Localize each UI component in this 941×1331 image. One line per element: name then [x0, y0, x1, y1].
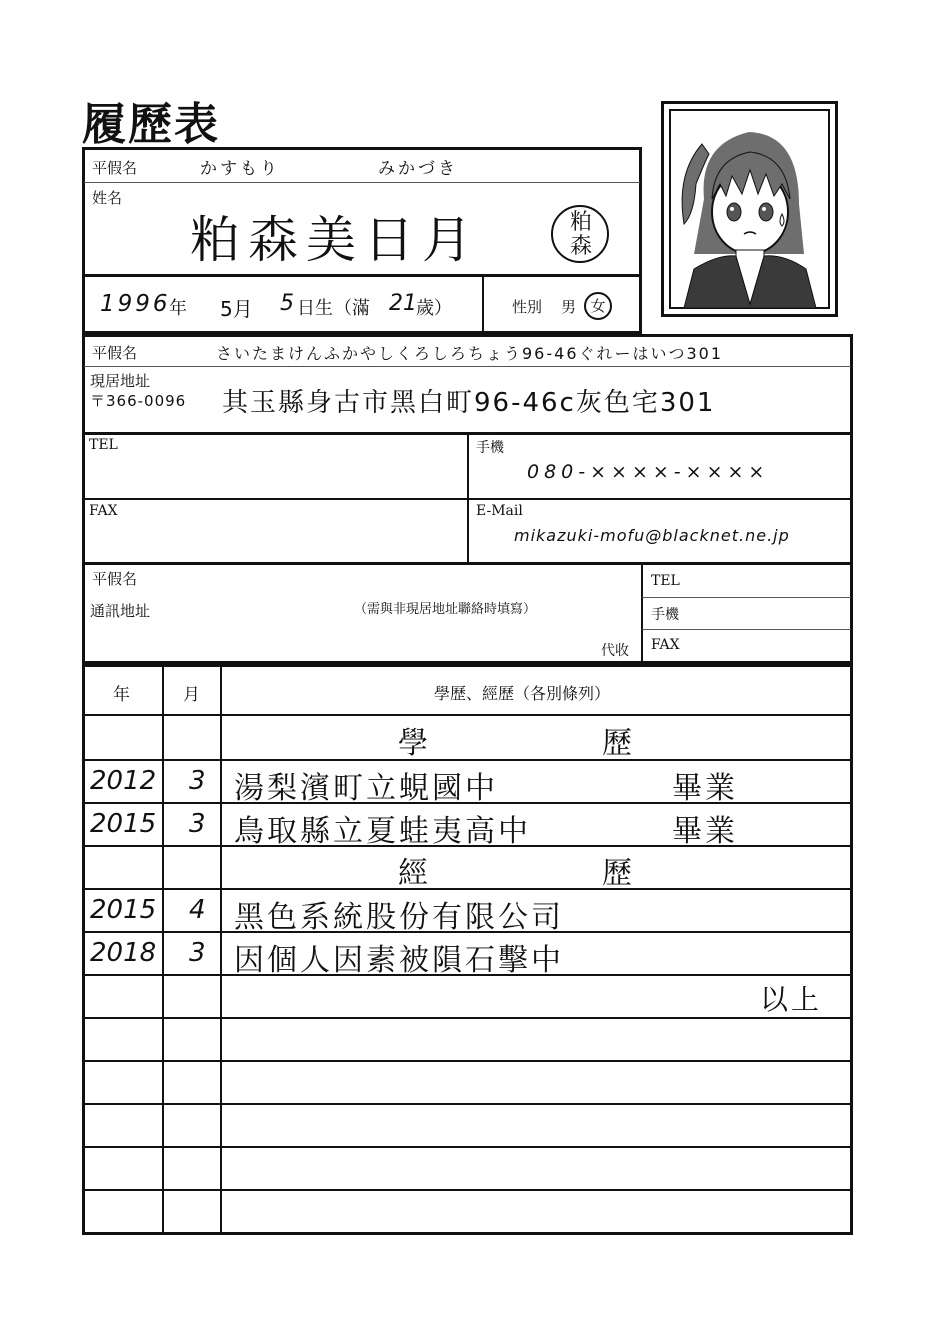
- history-row-month: 3: [189, 938, 206, 968]
- history-row-line: [84, 1103, 851, 1105]
- portrait-illustration: [664, 104, 835, 314]
- name-value: 粕森美日月: [190, 211, 480, 269]
- history-row-status: 畢業: [672, 814, 738, 849]
- history-row-line: [84, 1146, 851, 1148]
- birth-age: 21: [389, 291, 417, 316]
- history-row-year: 2018: [90, 938, 157, 968]
- birth-year: 1996: [100, 291, 171, 317]
- fax-label: FAX: [89, 503, 118, 519]
- contact-divider-horizontal: [84, 498, 851, 500]
- name-furigana-divider: [84, 182, 640, 183]
- mail-right-divider-2: [642, 629, 851, 630]
- history-row-year: 2012: [90, 766, 157, 796]
- birth-day: 5: [280, 291, 294, 316]
- address-furigana-divider: [84, 366, 851, 367]
- name-furigana-label: 平假名: [92, 159, 138, 177]
- tel-label: TEL: [89, 437, 118, 453]
- gender-label: 性別: [512, 298, 543, 316]
- gender-male: 男: [561, 298, 577, 316]
- birth-age-close: 歲）: [416, 298, 452, 319]
- mobile-value: 080-××××-××××: [527, 461, 770, 483]
- birth-month: 5月: [220, 297, 253, 321]
- history-header-divider: [84, 714, 851, 716]
- mail-furigana-label: 平假名: [92, 570, 138, 588]
- birth-age-open: （滿: [334, 298, 370, 319]
- name-furigana-surname: かすもり: [200, 159, 280, 179]
- history-row-line: [84, 1189, 851, 1191]
- history-row-year: 2015: [90, 895, 157, 925]
- mail-mobile-label: 手機: [651, 607, 679, 623]
- address-label: 現居地址: [90, 372, 151, 390]
- mail-address-label: 通訊地址: [90, 602, 151, 620]
- seal-stamp: [551, 205, 609, 263]
- mail-right-divider-1: [642, 597, 851, 598]
- email-label: E-Mail: [476, 503, 523, 519]
- mail-address-note: （需與非現居地址聯絡時填寫）: [354, 602, 537, 617]
- birth-gender-divider: [482, 276, 484, 332]
- mail-tel-label: TEL: [651, 573, 680, 589]
- history-col-desc: 學歷、經歷（各別條列）: [434, 684, 611, 703]
- history-section-career: 經 歷: [398, 856, 636, 891]
- history-row-status: 畢業: [672, 771, 738, 806]
- gender-female-circled: [584, 292, 612, 320]
- name-label: 姓名: [92, 189, 123, 207]
- history-row-month: 3: [189, 809, 206, 839]
- seal-text: 粕森: [569, 210, 592, 259]
- history-row-desc: 鳥取縣立夏蛙夷高中: [234, 814, 531, 849]
- history-row-line: [84, 1060, 851, 1062]
- history-row-year: 2015: [90, 809, 157, 839]
- address-value: 其玉縣身古市黑白町96-46c灰色宅301: [222, 388, 716, 418]
- history-col-year: 年: [113, 685, 130, 705]
- mail-care-of: 代收: [601, 643, 629, 659]
- history-row-month: 4: [189, 895, 206, 925]
- address-furigana-label: 平假名: [92, 344, 138, 362]
- address-furigana-value: さいたまけんふかやしくろしろちょう96-46ぐれーはいつ301: [216, 344, 724, 363]
- history-row-desc: 湯梨濱町立蜆國中: [234, 771, 498, 806]
- birth-year-unit: 年: [169, 298, 187, 319]
- page-title: 履歷表: [82, 99, 220, 150]
- history-end-marker: 以上: [760, 983, 823, 1016]
- mail-fax-label: FAX: [651, 637, 680, 653]
- mail-address-divider: [641, 564, 643, 662]
- history-row-desc: 黑色系統股份有限公司: [234, 900, 564, 935]
- history-section-education: 學 歷: [398, 726, 636, 761]
- history-col-month: 月: [183, 685, 200, 705]
- gender-female: 女: [590, 297, 606, 315]
- history-row-month: 3: [189, 766, 206, 796]
- history-row-line: [84, 1017, 851, 1019]
- mobile-label: 手機: [476, 440, 504, 456]
- address-postal: 〒366-0096: [90, 392, 187, 410]
- photo-frame: [661, 101, 838, 317]
- history-row-desc: 因個人因素被隕石擊中: [234, 943, 564, 978]
- name-furigana-given: みかづき: [378, 159, 458, 179]
- birth-day-unit: 日生: [297, 298, 333, 319]
- email-value: mikazuki-mofu@blacknet.ne.jp: [514, 526, 790, 545]
